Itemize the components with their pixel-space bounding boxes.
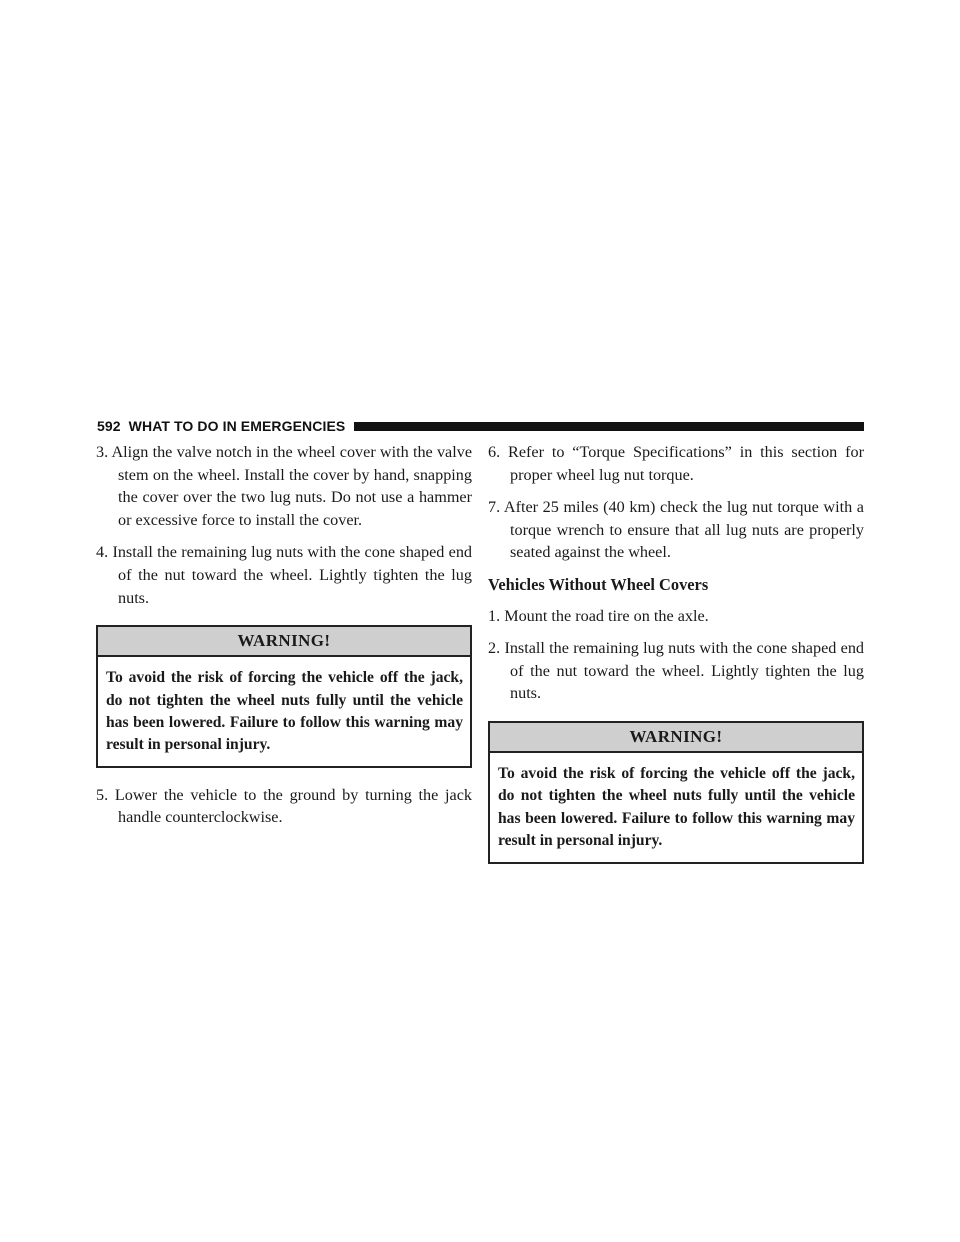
step-3: 3. Align the valve notch in the wheel cover with the valve stem on the wheel. Install the cover by hand, snapping the cover over the two lug nuts. Do not use a hammer or excessive force to install the cover. <box>96 443 472 529</box>
warning-text: To avoid the risk of forcing the vehicle off the jack, do not tighten the wheel nuts fully until the vehicle has been lowered. Failure to follow this warning may result in personal injury. <box>498 764 855 850</box>
left-column <box>96 441 472 839</box>
warning-box <box>488 721 864 864</box>
warning-box <box>96 625 472 768</box>
section-title: WHAT TO DO IN EMERGENCIES <box>128 418 346 434</box>
header-rule <box>354 422 864 431</box>
warning-title: WARNING! <box>98 627 470 657</box>
step-1: 1. Mount the road tire on the axle. <box>488 606 709 625</box>
page-header <box>97 416 864 436</box>
page-number: 592 <box>97 418 121 434</box>
warning-title: WARNING! <box>490 723 862 753</box>
step-6: 6. Refer to “Torque Specifications” in this section for proper wheel lug nut torque. <box>488 443 865 484</box>
subheading: Vehicles Without Wheel Covers <box>488 574 709 594</box>
step-7: 7. After 25 miles (40 km) check the lug nut torque with a torque wrench to ensure that all lug nuts are properly seated against the wheel. <box>488 498 864 562</box>
step-4: 4. Install the remaining lug nuts with the cone shaped end of the nut toward the wheel. Lightly tighten the lug nuts. <box>96 543 473 607</box>
right-column <box>488 441 864 880</box>
step-5: 5. Lower the vehicle to the ground by turning the jack handle counterclockwise. <box>96 785 472 827</box>
step-2: 2. Install the remaining lug nuts with the cone shaped end of the nut toward the wheel. Lightly tighten the lug nuts. <box>488 639 865 703</box>
warning-text: To avoid the risk of forcing the vehicle off the jack, do not tighten the wheel nuts fully until the vehicle has been lowered. Failure to follow this warning may result in personal injury. <box>106 669 463 754</box>
